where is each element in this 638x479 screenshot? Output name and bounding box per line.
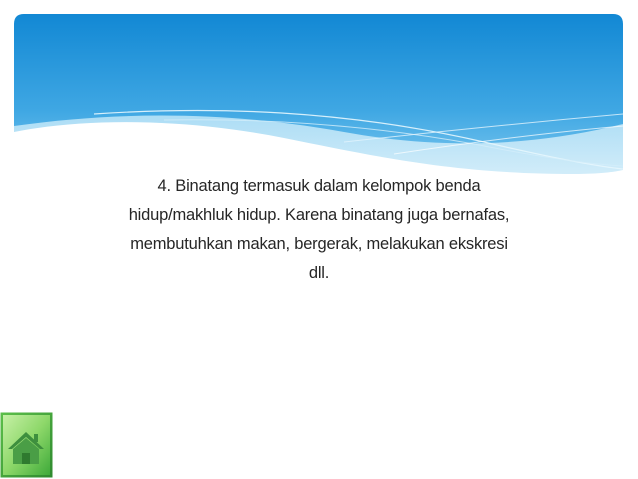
header-wave-graphic	[14, 14, 623, 189]
body-line-1: 4. Binatang termasuk dalam kelompok benda	[157, 177, 481, 195]
body-line-2: hidup/makhluk hidup. Karena binatang juga bernafas,	[128, 206, 510, 224]
home-button[interactable]	[0, 412, 53, 478]
home-icon	[0, 412, 53, 478]
slide-body-text	[60, 172, 578, 288]
body-line-4: dll.	[308, 264, 330, 282]
body-line-3: membutuhkan makan, bergerak, melakukan ekskresi	[130, 235, 508, 253]
header-banner	[14, 14, 623, 189]
